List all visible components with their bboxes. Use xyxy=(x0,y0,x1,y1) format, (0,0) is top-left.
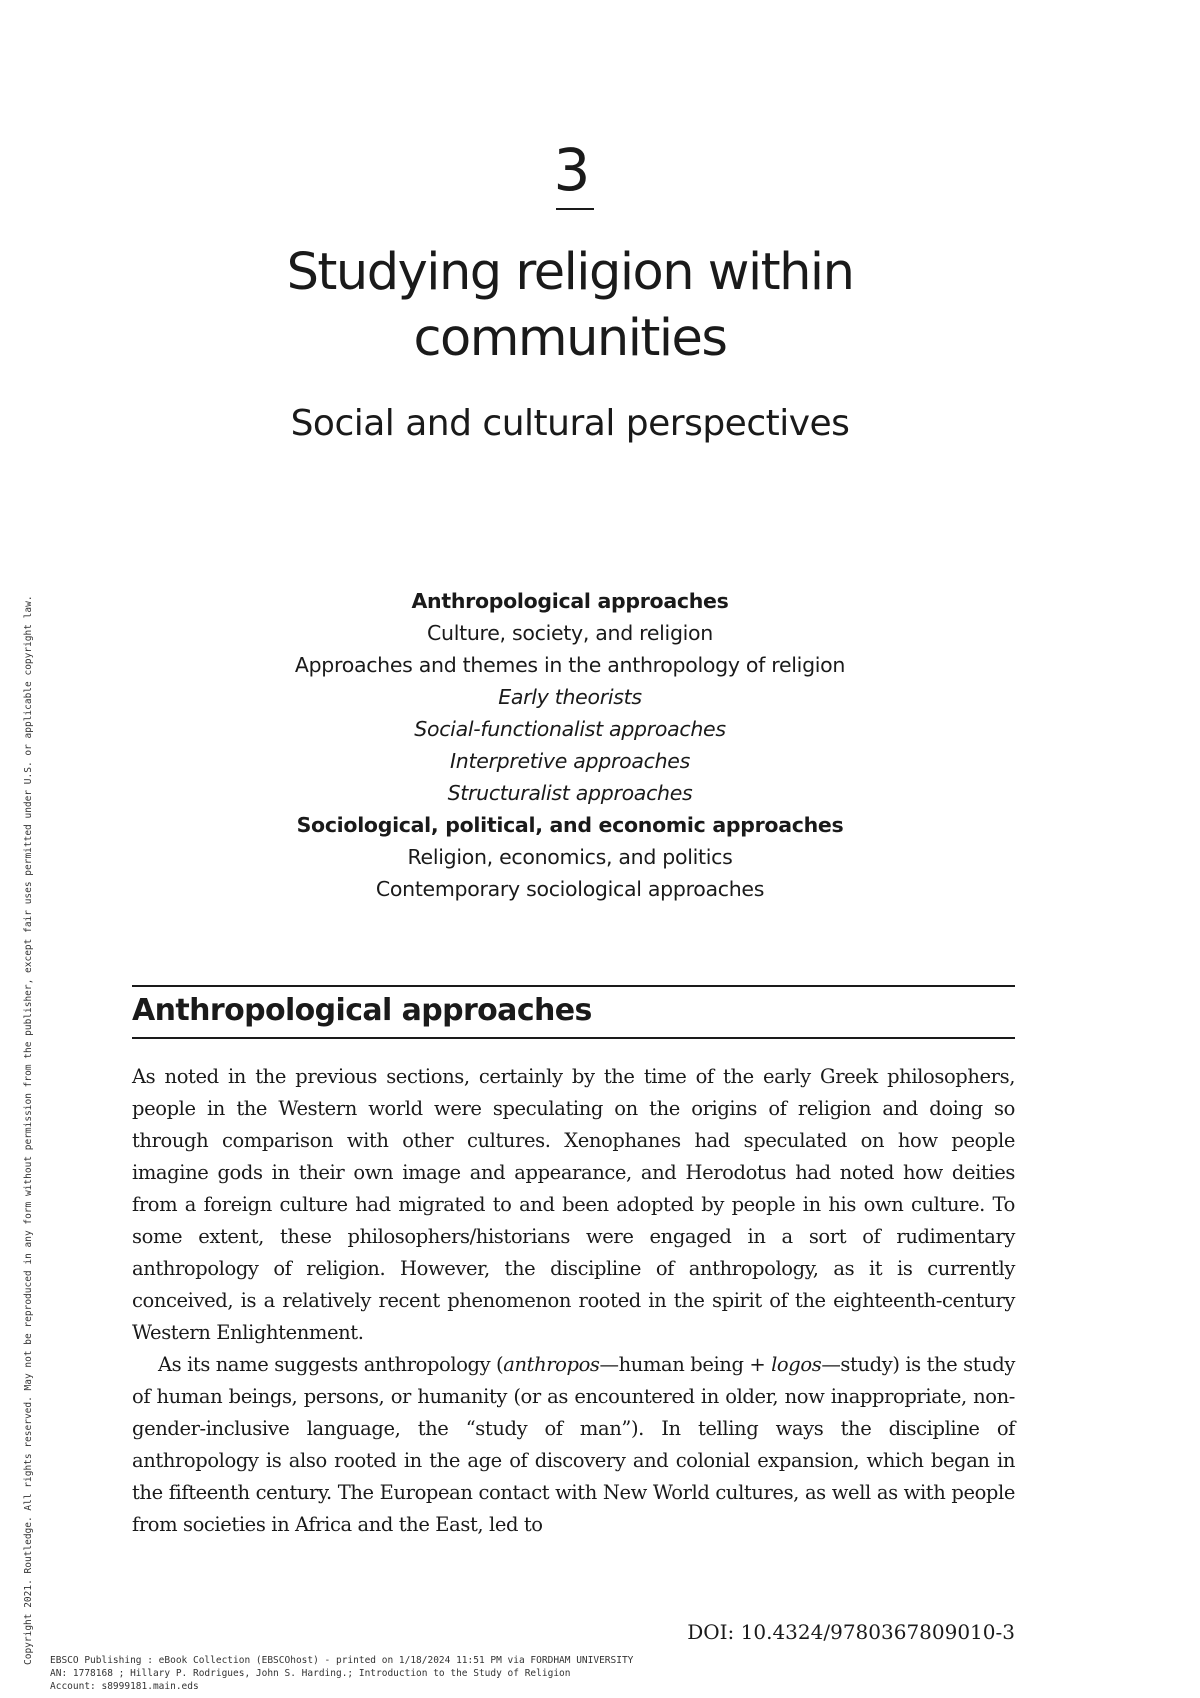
copyright-margin-notice: Copyright 2021. Routledge. All rights reserved. May not be reproduced in any form without permission from the publisher, except fair uses permitted under U.S. or applicable copyright law. xyxy=(23,595,34,1665)
paragraph-text: —human being + xyxy=(599,1353,772,1376)
chapter-subtitle: Social and cultural perspectives xyxy=(290,403,850,444)
contents-item: Anthropological approaches xyxy=(411,589,729,613)
greek-term: logos xyxy=(771,1353,822,1376)
paragraph xyxy=(132,1349,1015,1541)
contents-item: Interpretive approaches xyxy=(450,749,690,773)
chapter-number: 3 xyxy=(553,136,591,204)
footer-notice xyxy=(50,1654,950,1693)
section-rule-top xyxy=(132,985,1015,987)
contents-item: Culture, society, and religion xyxy=(427,621,713,645)
contents-item: Structuralist approaches xyxy=(447,781,693,805)
footer-notice-line: Account: s8999181.main.eds xyxy=(50,1681,199,1692)
section-rule-bottom xyxy=(132,1037,1015,1039)
contents-item: Early theorists xyxy=(498,685,642,709)
section-heading: Anthropological approaches xyxy=(132,993,592,1028)
paragraph-text: —study) is the study of human beings, persons, or humanity (or as encountered in older, now inappropriate, non-gender-inclusive language, the “study of man”). In telling ways the discipline of anthropology is also rooted in the age of discovery and colonial expansion, which began in the fifteenth century. The European contact with New World cultures, as well as with people from societies in Africa and the East, led to xyxy=(132,1353,1016,1536)
body-text xyxy=(132,1061,1015,1541)
greek-term: anthropos xyxy=(503,1353,600,1376)
chapter-number-rule xyxy=(556,208,594,210)
contents-item: Approaches and themes in the anthropology of religion xyxy=(294,653,846,677)
footer-notice-line: AN: 1778168 ; Hillary P. Rodrigues, John S. Harding.; Introduction to the Study of Religion xyxy=(50,1668,571,1679)
doi: DOI: 10.4324/9780367809010-3 xyxy=(687,1620,1015,1644)
contents-item: Sociological, political, and economic approaches xyxy=(296,813,844,837)
contents-item: Contemporary sociological approaches xyxy=(375,877,765,901)
paragraph: As noted in the previous sections, certainly by the time of the early Greek philosophers, people in the Western world were speculating on the origins of religion and doing so through comparison with other cultures. Xenophanes had speculated on how people imagine gods in their own image and appearance, and Herodotus had noted how deities from a foreign culture had migrated to and been adopted by people in his own culture. To some extent, these philosophers/historians were engaged in a sort of rudimentary anthropology of religion. However, the discipline of anthropology, as it is currently conceived, is a relatively recent phenomenon rooted in the spirit of the eighteenth-century Western Enlightenment. xyxy=(132,1065,1015,1344)
chapter-title: Studying religion within communities xyxy=(286,243,854,368)
paragraph-text: As its name suggests anthropology ( xyxy=(158,1353,504,1376)
chapter-contents xyxy=(160,585,980,905)
contents-item: Religion, economics, and politics xyxy=(407,845,733,869)
footer-notice-line: EBSCO Publishing : eBook Collection (EBSCOhost) - printed on 1/18/2024 11:51 PM via FORDHAM UNIVERSITY xyxy=(50,1655,634,1666)
contents-item: Social-functionalist approaches xyxy=(414,717,726,741)
